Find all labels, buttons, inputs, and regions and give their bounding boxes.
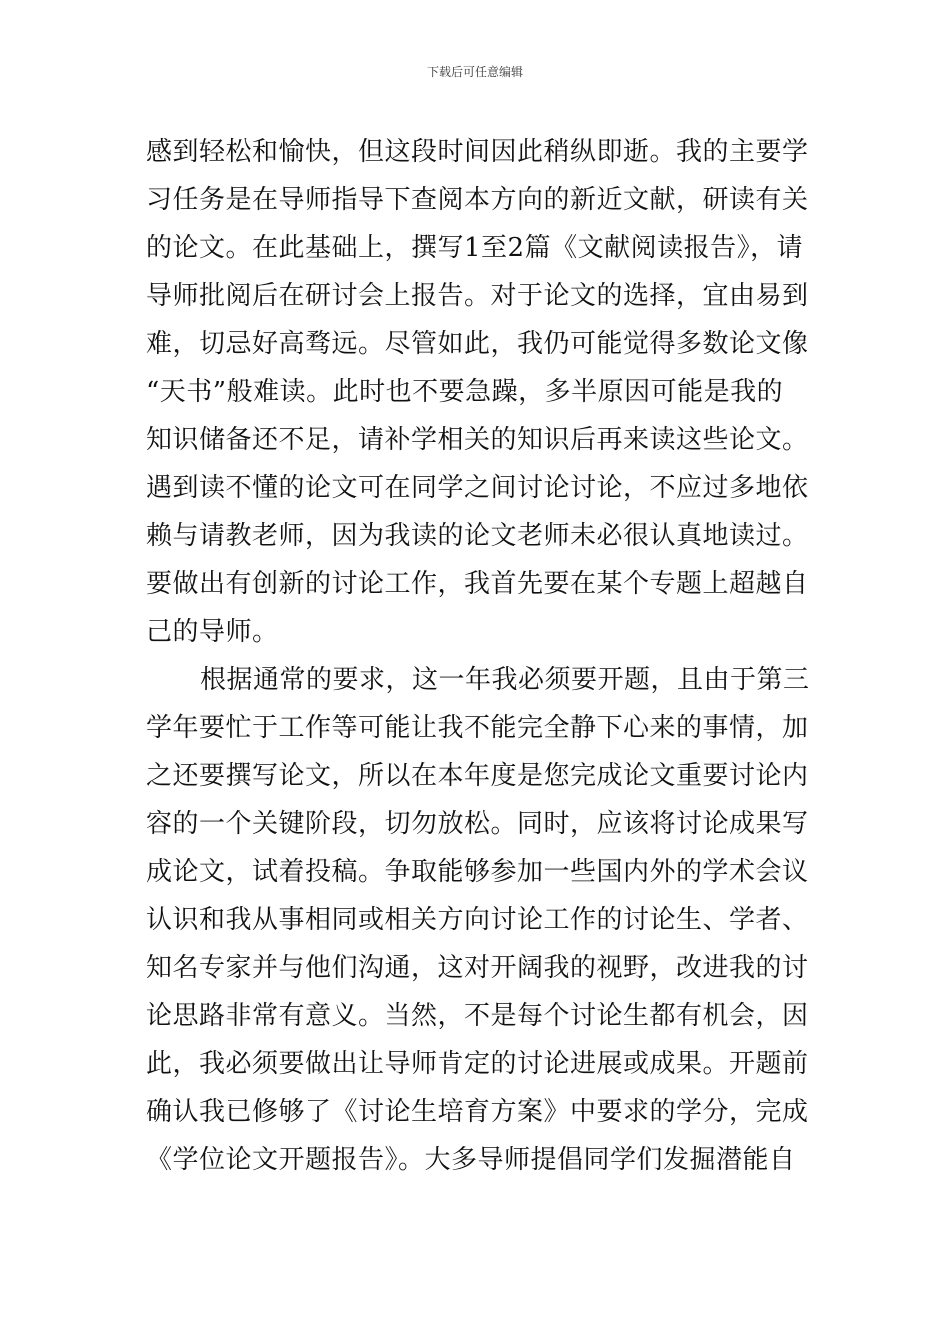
text-line: 己的导师。 <box>146 617 279 647</box>
paragraph-1 <box>146 128 826 656</box>
text-line: 此，我必须要做出让导师肯定的讨论进展或成果。开题前 <box>146 1049 809 1079</box>
text-line: 《学位论文开题报告》。大多导师提倡同学们发掘潜能自 <box>146 1145 796 1175</box>
document-body <box>146 128 826 1184</box>
text-line: “天书”般难读。此时也不要急躁，多半原因可能是我的 <box>146 377 784 407</box>
text-line: 知识储备还不足，请补学相关的知识后再来读这些论文。 <box>146 425 809 455</box>
text-line: 认识和我从事相同或相关方向讨论工作的讨论生、学者、 <box>146 905 809 935</box>
text-line: 知名专家并与他们沟通，这对开阔我的视野，改进我的讨 <box>146 953 809 983</box>
text-line: 确认我已修够了《讨论生培育方案》中要求的学分，完成 <box>146 1097 809 1127</box>
text-line-indented: 根据通常的要求，这一年我必须要开题，且由于第三 <box>200 665 810 695</box>
page-header: 下载后可任意编辑 <box>426 65 523 79</box>
text-line: 难，切忌好高骛远。尽管如此，我仍可能觉得多数论文像 <box>146 329 809 359</box>
text-line: 成论文，试着投稿。争取能够参加一些国内外的学术会议 <box>146 857 809 887</box>
text-line: 遇到读不懂的论文可在同学之间讨论讨论，不应过多地依 <box>146 473 809 503</box>
text-line: 习任务是在导师指导下查阅本方向的新近文献，研读有关 <box>146 185 809 215</box>
text-line: 导师批阅后在研讨会上报告。对于论文的选择，宜由易到 <box>146 281 809 311</box>
text-line: 感到轻松和愉快，但这段时间因此稍纵即逝。我的主要学 <box>146 137 809 167</box>
paragraph-2 <box>146 656 826 1184</box>
text-line: 学年要忙于工作等可能让我不能完全静下心来的事情，加 <box>146 713 809 743</box>
text-line: 容的一个关键阶段，切勿放松。同时，应该将讨论成果写 <box>146 809 809 839</box>
text-line: 赖与请教老师，因为我读的论文老师未必很认真地读过。 <box>146 521 809 551</box>
text-line: 之还要撰写论文，所以在本年度是您完成论文重要讨论内 <box>146 761 809 791</box>
text-line: 要做出有创新的讨论工作，我首先要在某个专题上超越自 <box>146 569 809 599</box>
text-line: 的论文。在此基础上，撰写1至2篇《文献阅读报告》，请 <box>146 233 804 263</box>
text-line: 论思路非常有意义。当然，不是每个讨论生都有机会，因 <box>146 1001 809 1031</box>
